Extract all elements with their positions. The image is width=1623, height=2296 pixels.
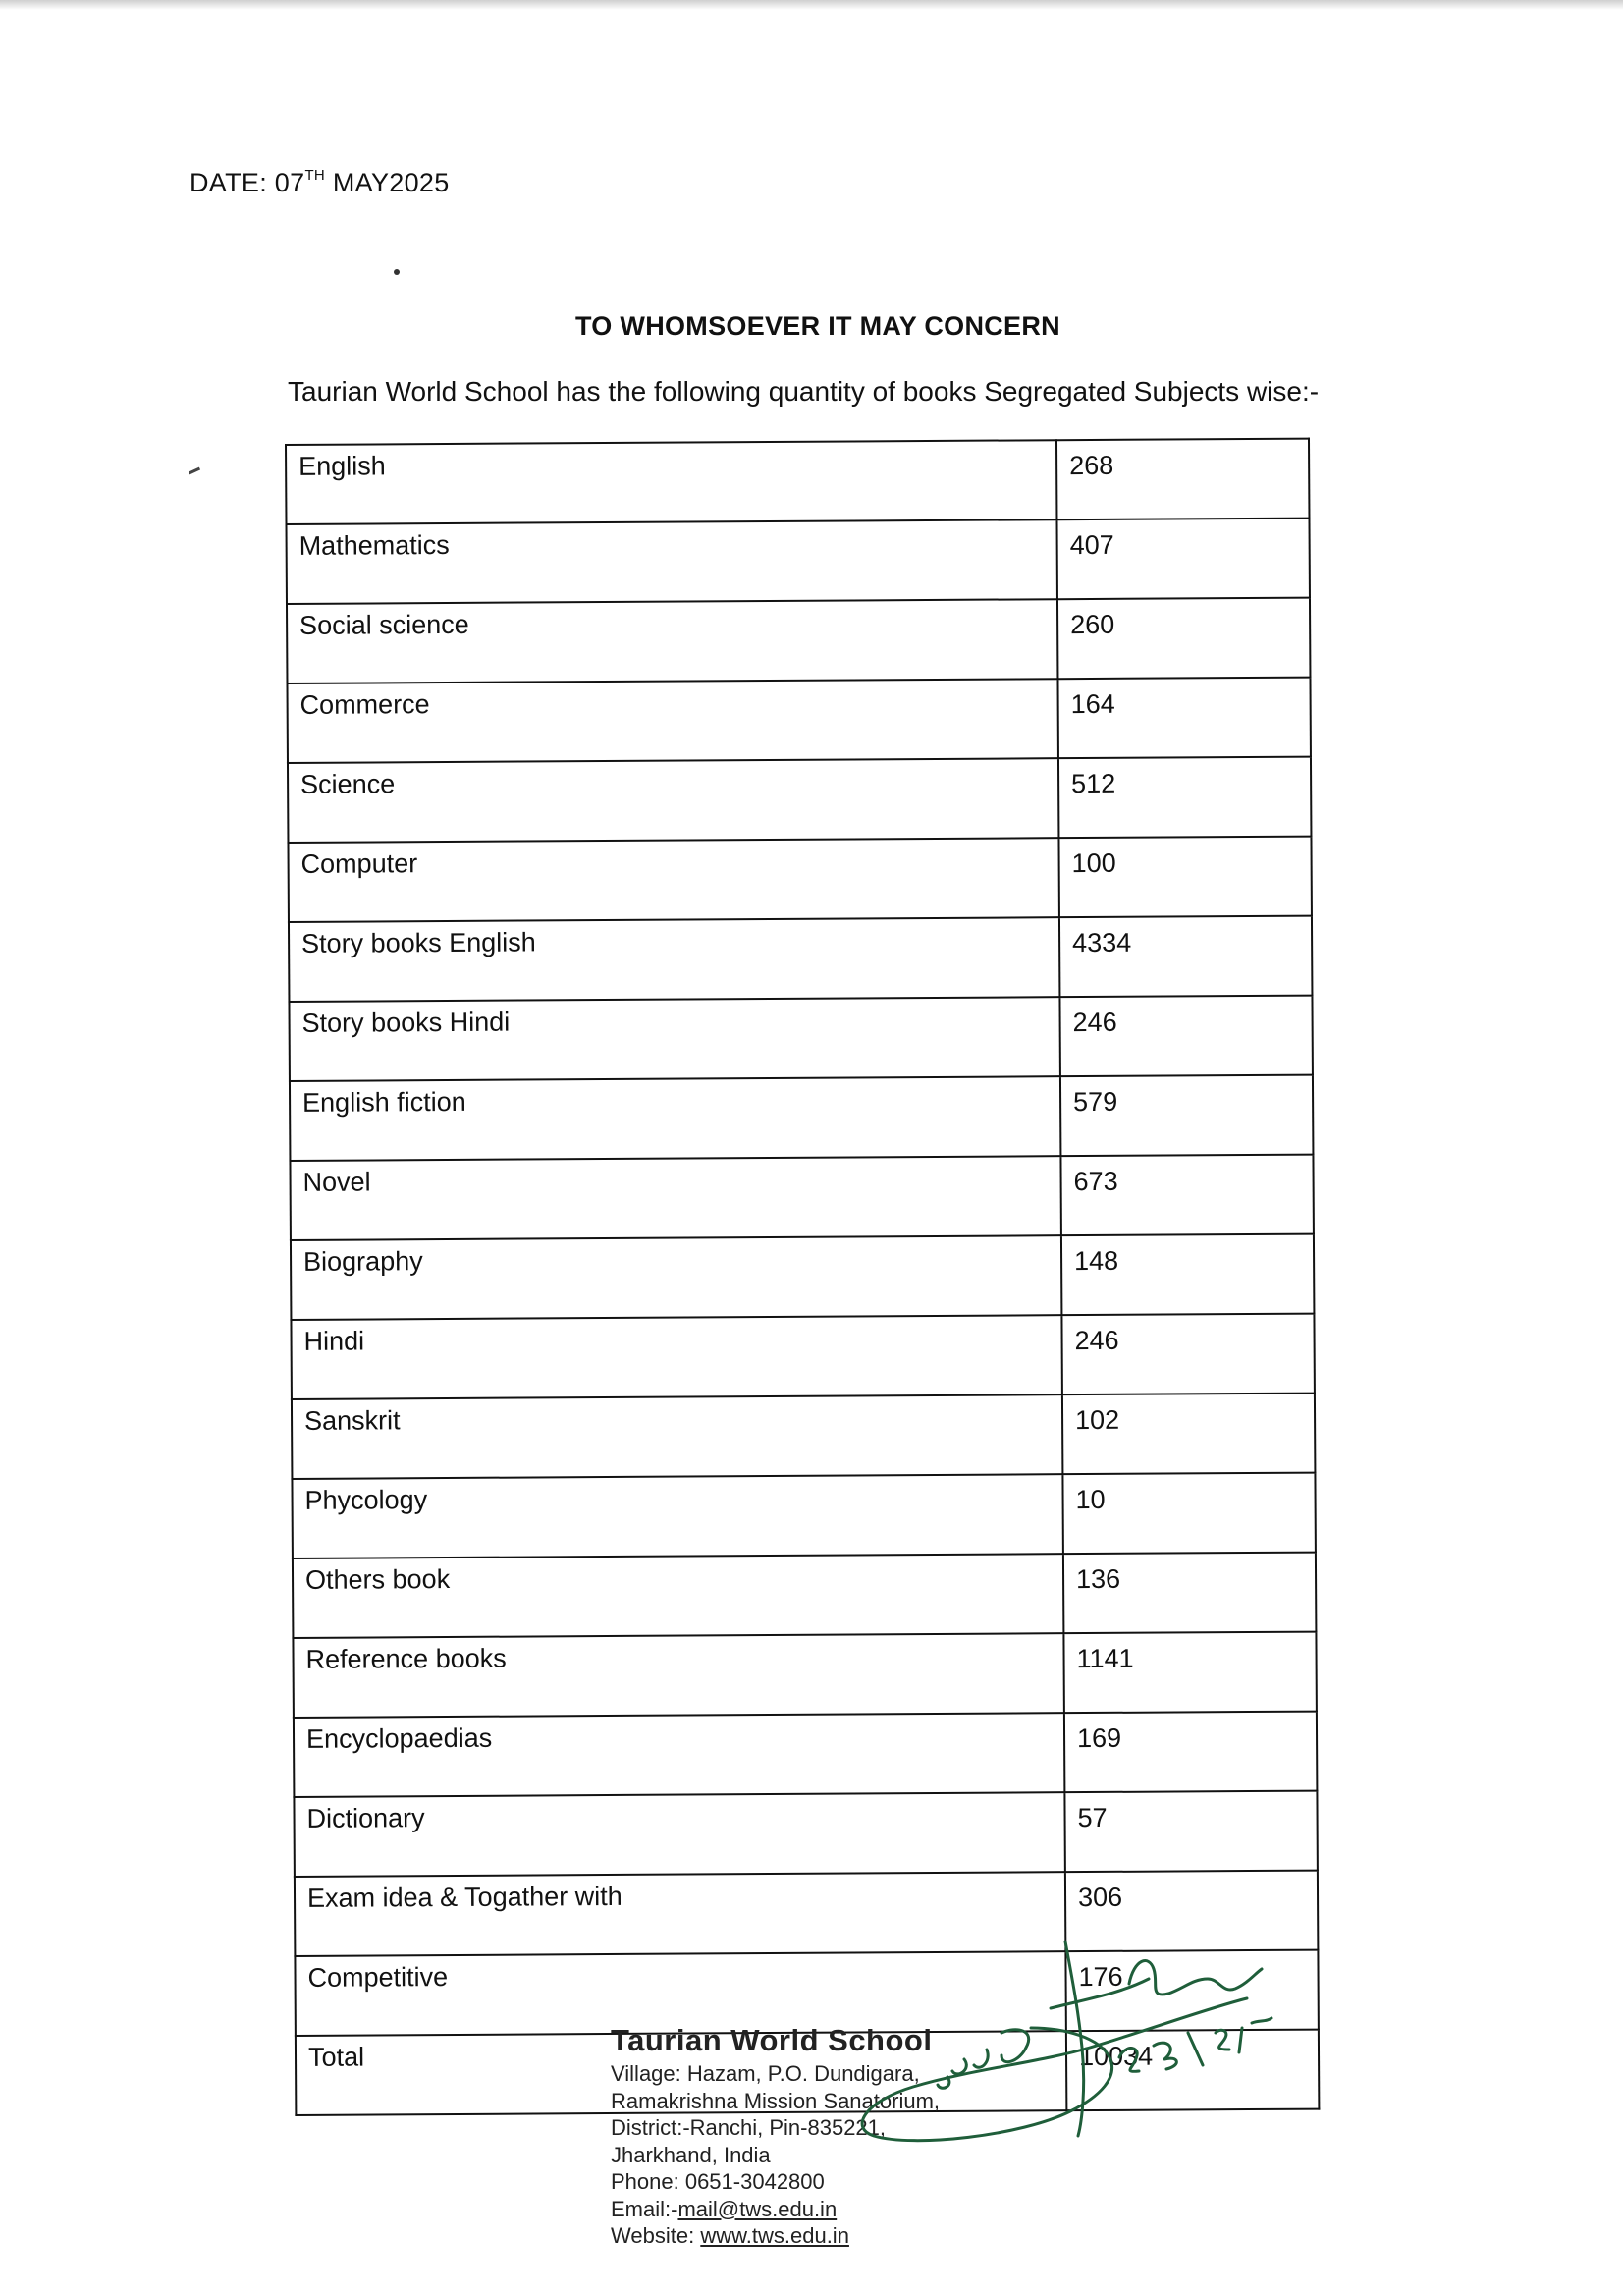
subject-cell: Social science xyxy=(287,599,1057,683)
table-row xyxy=(291,1314,1314,1399)
table-row xyxy=(286,439,1309,524)
handwritten-signature xyxy=(854,1940,1286,2165)
quantity-cell: 512 xyxy=(1058,757,1311,839)
quantity-cell: 260 xyxy=(1057,598,1310,680)
table-row xyxy=(287,598,1310,683)
books-table-body xyxy=(286,439,1319,2115)
quantity-cell: 579 xyxy=(1060,1075,1313,1157)
stamp-website: Website: www.tws.edu.in xyxy=(611,2223,849,2248)
table-row xyxy=(294,1712,1317,1797)
table-row xyxy=(288,837,1311,922)
signature-date: 23/5/25 xyxy=(854,1940,858,1941)
subject-cell: Total xyxy=(296,2031,1066,2115)
subject-cell: Encyclopaedias xyxy=(294,1713,1064,1797)
subject-cell: Story books English xyxy=(289,917,1059,1002)
subject-cell: Story books Hindi xyxy=(289,997,1059,1081)
subject-cell: Biography xyxy=(291,1235,1061,1320)
stamp-mission: Ramakrishna Mission Sanatorium, xyxy=(611,2088,941,2113)
stamp-village: Village: Hazam, P.O. Dundigara, xyxy=(611,2061,920,2086)
subject-cell: English xyxy=(286,440,1056,524)
table-row xyxy=(290,1075,1313,1161)
margin-mark xyxy=(189,467,200,475)
table-row xyxy=(292,1473,1315,1558)
stamp-school-name: Taurian World School xyxy=(611,2023,933,2057)
table-row xyxy=(287,678,1310,763)
quantity-cell: 306 xyxy=(1065,1871,1318,1952)
stamp-district: District:-Ranchi, Pin-835221, xyxy=(611,2115,887,2140)
books-table xyxy=(285,438,1320,2116)
table-row xyxy=(287,519,1310,604)
stamp-state: Jharkhand, India xyxy=(611,2142,771,2167)
ink-speck xyxy=(394,269,400,275)
scan-shadow xyxy=(0,0,1623,10)
subject-cell: Hindi xyxy=(291,1315,1061,1399)
table-row xyxy=(294,1791,1317,1877)
quantity-cell: 246 xyxy=(1061,1314,1314,1395)
intro-text: Taurian World School has the following quantity of books Segregated Subjects wise:- xyxy=(288,376,1320,407)
table-row xyxy=(291,1234,1314,1320)
quantity-cell: 102 xyxy=(1062,1394,1315,1475)
subject-cell: Science xyxy=(288,758,1058,843)
quantity-cell: 10 xyxy=(1062,1473,1315,1555)
document-date: DATE: 07TH MAY2025 xyxy=(189,167,450,197)
table-row xyxy=(292,1394,1315,1479)
table-row xyxy=(288,757,1311,843)
subject-cell: Computer xyxy=(288,838,1058,922)
document-heading: TO WHOMSOEVER IT MAY CONCERN xyxy=(575,311,1060,341)
table-row xyxy=(293,1553,1316,1638)
subject-cell: Novel xyxy=(290,1156,1060,1240)
quantity-cell: 10034 xyxy=(1066,2030,1319,2111)
subject-cell: Others book xyxy=(293,1554,1063,1638)
quantity-cell: 1141 xyxy=(1063,1632,1316,1714)
quantity-cell: 57 xyxy=(1064,1791,1317,1873)
subject-cell: Reference books xyxy=(293,1633,1063,1718)
quantity-cell: 164 xyxy=(1057,678,1310,759)
stamp-email: Email:-mail@tws.edu.in xyxy=(611,2196,838,2221)
quantity-cell: 407 xyxy=(1056,519,1309,600)
quantity-cell: 4334 xyxy=(1059,916,1312,998)
quantity-cell: 246 xyxy=(1059,996,1312,1077)
subject-cell: Dictionary xyxy=(294,1792,1064,1877)
quantity-cell: 268 xyxy=(1056,439,1309,520)
table-row xyxy=(293,1632,1316,1718)
subject-cell: Exam idea & Togather with xyxy=(295,1872,1065,1956)
quantity-cell: 176 xyxy=(1065,1950,1318,2032)
subject-cell: Sanskrit xyxy=(292,1394,1062,1479)
quantity-cell: 136 xyxy=(1063,1553,1316,1634)
quantity-cell: 148 xyxy=(1061,1234,1314,1316)
table-row xyxy=(289,916,1312,1002)
stamp-phone: Phone: 0651-3042800 xyxy=(611,2169,825,2194)
subject-cell: Commerce xyxy=(287,679,1057,763)
table-row xyxy=(290,1155,1313,1240)
quantity-cell: 100 xyxy=(1058,837,1311,918)
quantity-cell: 673 xyxy=(1060,1155,1313,1236)
subject-cell: Mathematics xyxy=(287,519,1057,604)
subject-cell: Phycology xyxy=(292,1474,1062,1558)
quantity-cell: 169 xyxy=(1064,1712,1317,1793)
subject-cell: English fiction xyxy=(290,1076,1060,1161)
subject-cell: Competitive xyxy=(295,1951,1065,2036)
table-row xyxy=(289,996,1312,1081)
